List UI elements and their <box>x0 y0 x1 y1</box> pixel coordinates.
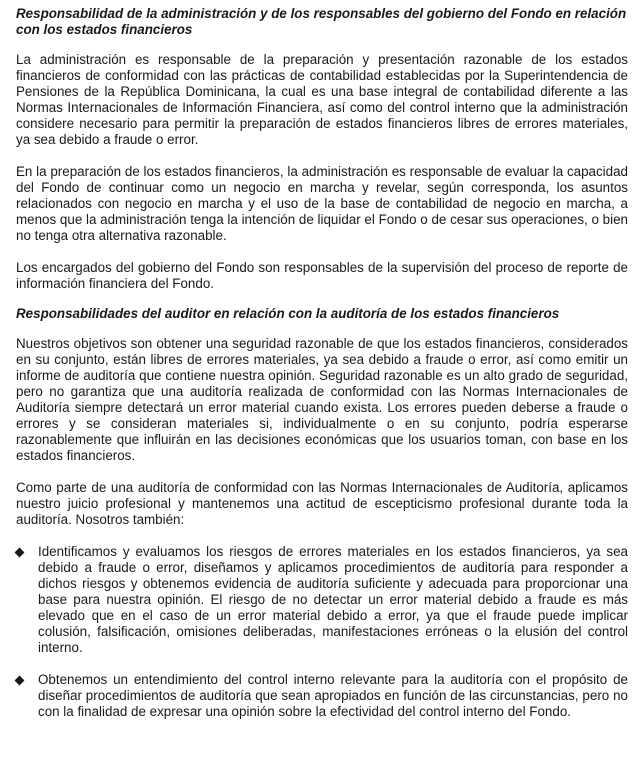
paragraph-professional-judgment: Como parte de una auditoría de conformidad con las Normas Internacionales de Auditoría, aplicamos nuestro juicio profesional y mantenemos una actitud de escepticismo profesional durante toda la auditoría. Nosotros también: <box>16 480 628 527</box>
diamond-bullet-icon <box>15 676 25 686</box>
list-item-text: Identificamos y evaluamos los riesgos de errores materiales en los estados financieros, ya sea debido a fraude o error, diseñamos y aplicamos procedimientos de auditoría para responder a dichos riesgos y obtenemos evidencia de auditoría suficiente y adecuada para proporcionar una base para nuestra opinión. El riesgo de no detectar un error material debido a fraude es más elevado que en el caso de un error material debido a error, ya que el fraude puede implicar colusión, falsificación, omisiones deliberadas, manifestaciones erróneas o la elusión del control interno. <box>38 544 628 655</box>
paragraph-audit-objectives: Nuestros objetivos son obtener una seguridad razonable de que los estados financieros, considerados en su conjunto, están libres de errores materiales, ya sea debido a fraude o error, así como emitir un informe de auditoría que contiene nuestra opinión. Seguridad razonable es un alto grado de seguridad, pero no garantiza que una auditoría realizada de conformidad con las Normas Internacionales de Auditoría siempre detectará un error material cuando exista. Los errores pueden deberse a fraude o errores y se consideran materiales si, individualmente o en su conjunto, podría esperarse razonablemente que influirán en las decisiones económicas que los usuarios toman, con base en los estados financieros. <box>16 336 628 463</box>
list-item <box>16 672 628 720</box>
section-heading-management-responsibility: Responsabilidad de la administración y de los responsables del gobierno del Fondo en relación con los estados financieros <box>16 6 627 37</box>
paragraph-going-concern: En la preparación de los estados financieros, la administración es responsable de evaluar la capacidad del Fondo de continuar como un negocio en marcha y revelar, según corresponda, los asuntos relacionados con negocio en marcha y el uso de la base de contabilidad de negocio en marcha, a menos que la administración tenga la intención de liquidar el Fondo o de cesar sus operaciones, o bien no tenga otra alternativa razonable. <box>16 164 628 243</box>
paragraph-management-responsibility: La administración es responsable de la preparación y presentación razonable de los estados financieros de conformidad con las prácticas de contabilidad establecidas por la Superintendencia de Pensiones de la República Dominicana, la cual es una base integral de contabilidad diferente a las Normas Internacionales de Información Financiera, así como del control interno que la administración considere necesario para permitir la preparación de estados financieros libres de errores materiales, ya sea debido a fraude o error. <box>16 52 628 147</box>
diamond-bullet-icon <box>15 548 25 558</box>
list-item-text: Obtenemos un entendimiento del control interno relevante para la auditoría con el propósito de diseñar procedimientos de auditoría que sean apropiados en función de las circunstancias, pero no con la finalidad de expresar una opinión sobre la efectividad del control interno del Fondo. <box>38 672 628 719</box>
procedures-list <box>16 544 628 720</box>
document-page <box>16 6 628 720</box>
paragraph-governance-oversight: Los encargados del gobierno del Fondo son responsables de la supervisión del proceso de reporte de información financiera del Fondo. <box>16 260 628 291</box>
list-item <box>16 544 628 656</box>
section-heading-auditor-responsibility: Responsabilidades del auditor en relación con la auditoría de los estados financieros <box>16 306 560 321</box>
